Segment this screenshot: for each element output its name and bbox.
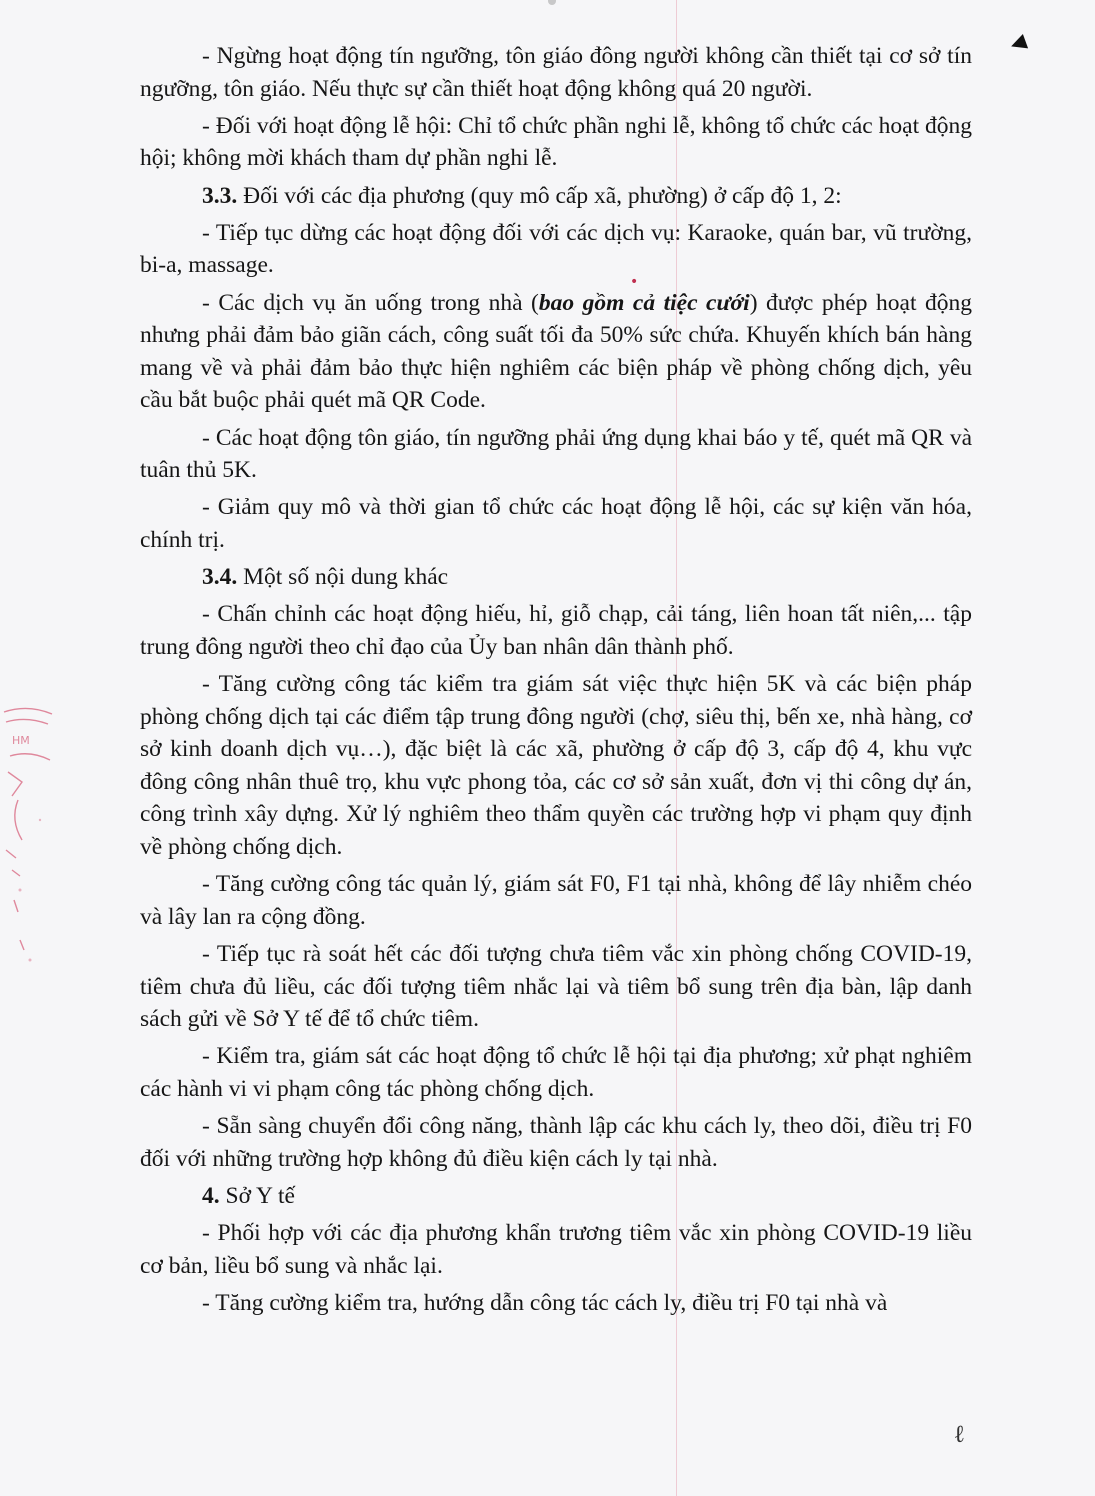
paragraph: - Tăng cường kiểm tra, hướng dẫn công tác cách ly, điều trị F0 tại nhà và [202, 1289, 888, 1316]
section-number: 3.4. [202, 564, 238, 591]
section-number: 4. [202, 1182, 220, 1209]
handwritten-initial: ℓ [951, 1419, 967, 1449]
ink-dot: • [630, 274, 639, 290]
paragraph: - Các hoạt động tôn giáo, tín ngưỡng phải ứng dụng khai báo y tế, quét mã QR và tuân thủ 5K. [140, 424, 972, 484]
pen-mark: ◀ [1006, 28, 1030, 56]
section-heading-3-4 [140, 561, 972, 594]
paragraph: - Chấn chỉnh các hoạt động hiếu, hỉ, giỗ chạp, cải táng, liên hoan tất niên,... tập trung đông người theo chỉ đạo của Ủy ban nhân dân thành phố. [140, 601, 972, 660]
section-title: Một số nội dung khác [237, 564, 449, 591]
document-body [140, 40, 972, 1324]
paragraph [140, 287, 972, 417]
svg-text:HM: HM [12, 734, 30, 747]
paragraph: - Sẵn sàng chuyển đổi công năng, thành lập các khu cách ly, theo dõi, điều trị F0 đối với những trường hợp không đủ điều kiện cách ly tại nhà. [140, 1113, 972, 1172]
paragraph: - Giảm quy mô và thời gian tổ chức các hoạt động lễ hội, các sự kiện văn hóa, chính trị. [140, 494, 972, 553]
section-heading-3-3 [140, 180, 972, 213]
text-run: ) được phép hoạt động nhưng phải đảm bảo giãn cách, công suất tối đa 50% sức chứa. Khuyến khích bán hàng mang về và phải đảm bảo thực hiện nghiêm các biện pháp về phòng chống dịch, yêu cầu bắt buộc phải quét mã QR Code. [140, 289, 973, 414]
section-heading-4 [140, 1180, 972, 1213]
paragraph: - Phối hợp với các địa phương khẩn trương tiêm vắc xin phòng COVID-19 liều cơ bản, liều bổ sung và nhắc lại. [140, 1220, 972, 1279]
page-top-mark [548, 0, 556, 5]
paragraph: - Kiểm tra, giám sát các hoạt động tổ chức lễ hội tại địa phương; xử phạt nghiêm các hành vi vi phạm công tác phòng chống dịch. [140, 1043, 972, 1102]
section-number: 3.3. [202, 182, 238, 209]
paragraph: - Ngừng hoạt động tín ngưỡng, tôn giáo đông người không cần thiết tại cơ sở tín ngưỡng, tôn giáo. Nếu thực sự cần thiết hoạt động không quá 20 người. [140, 43, 972, 102]
emphasis-text: bao gồm cả tiệc cưới [538, 289, 750, 316]
paragraph: - Đối với hoạt động lễ hội: Chỉ tổ chức phần nghi lễ, không tổ chức các hoạt động hội; không mời khách tham dự phần nghi lễ. [140, 112, 972, 172]
paragraph: - Tiếp tục rà soát hết các đối tượng chưa tiêm vắc xin phòng chống COVID-19, tiêm chưa đủ liều, các đối tượng tiêm nhắc lại và tiêm bổ sung trên địa bàn, lập danh sách gửi về Sở Y tế để tổ chức tiêm. [140, 940, 972, 1033]
text-run: - Các dịch vụ ăn uống trong nhà ( [202, 289, 539, 316]
red-stamp-edge [0, 700, 60, 980]
paragraph: - Tăng cường công tác quản lý, giám sát F0, F1 tại nhà, không để lây nhiễm chéo và lây lan ra cộng đồng. [140, 871, 972, 930]
paragraph: - Tiếp tục dừng các hoạt động đối với các dịch vụ: Karaoke, quán bar, vũ trường, bi-a, massage. [140, 219, 972, 279]
section-title: Đối với các địa phương (quy mô cấp xã, phường) ở cấp độ 1, 2: [237, 182, 842, 209]
paragraph: - Tăng cường công tác kiểm tra giám sát việc thực hiện 5K và các biện pháp phòng chống dịch tại các điểm tập trung đông người (chợ, siêu thị, bến xe, nhà hàng, cơ sở kinh doanh dịch vụ…), đặc biệt là các xã, phường ở cấp độ 3, cấp độ 4, khu vực đông công nhân thuê trọ, khu vực phong tỏa, các cơ sở sản xuất, đơn vị thi công dự án, công trình xây dựng. Xử lý nghiêm theo thẩm quyền các trường hợp vi phạm quy định về phòng chống dịch. [140, 671, 972, 860]
section-title: Sở Y tế [219, 1182, 295, 1209]
